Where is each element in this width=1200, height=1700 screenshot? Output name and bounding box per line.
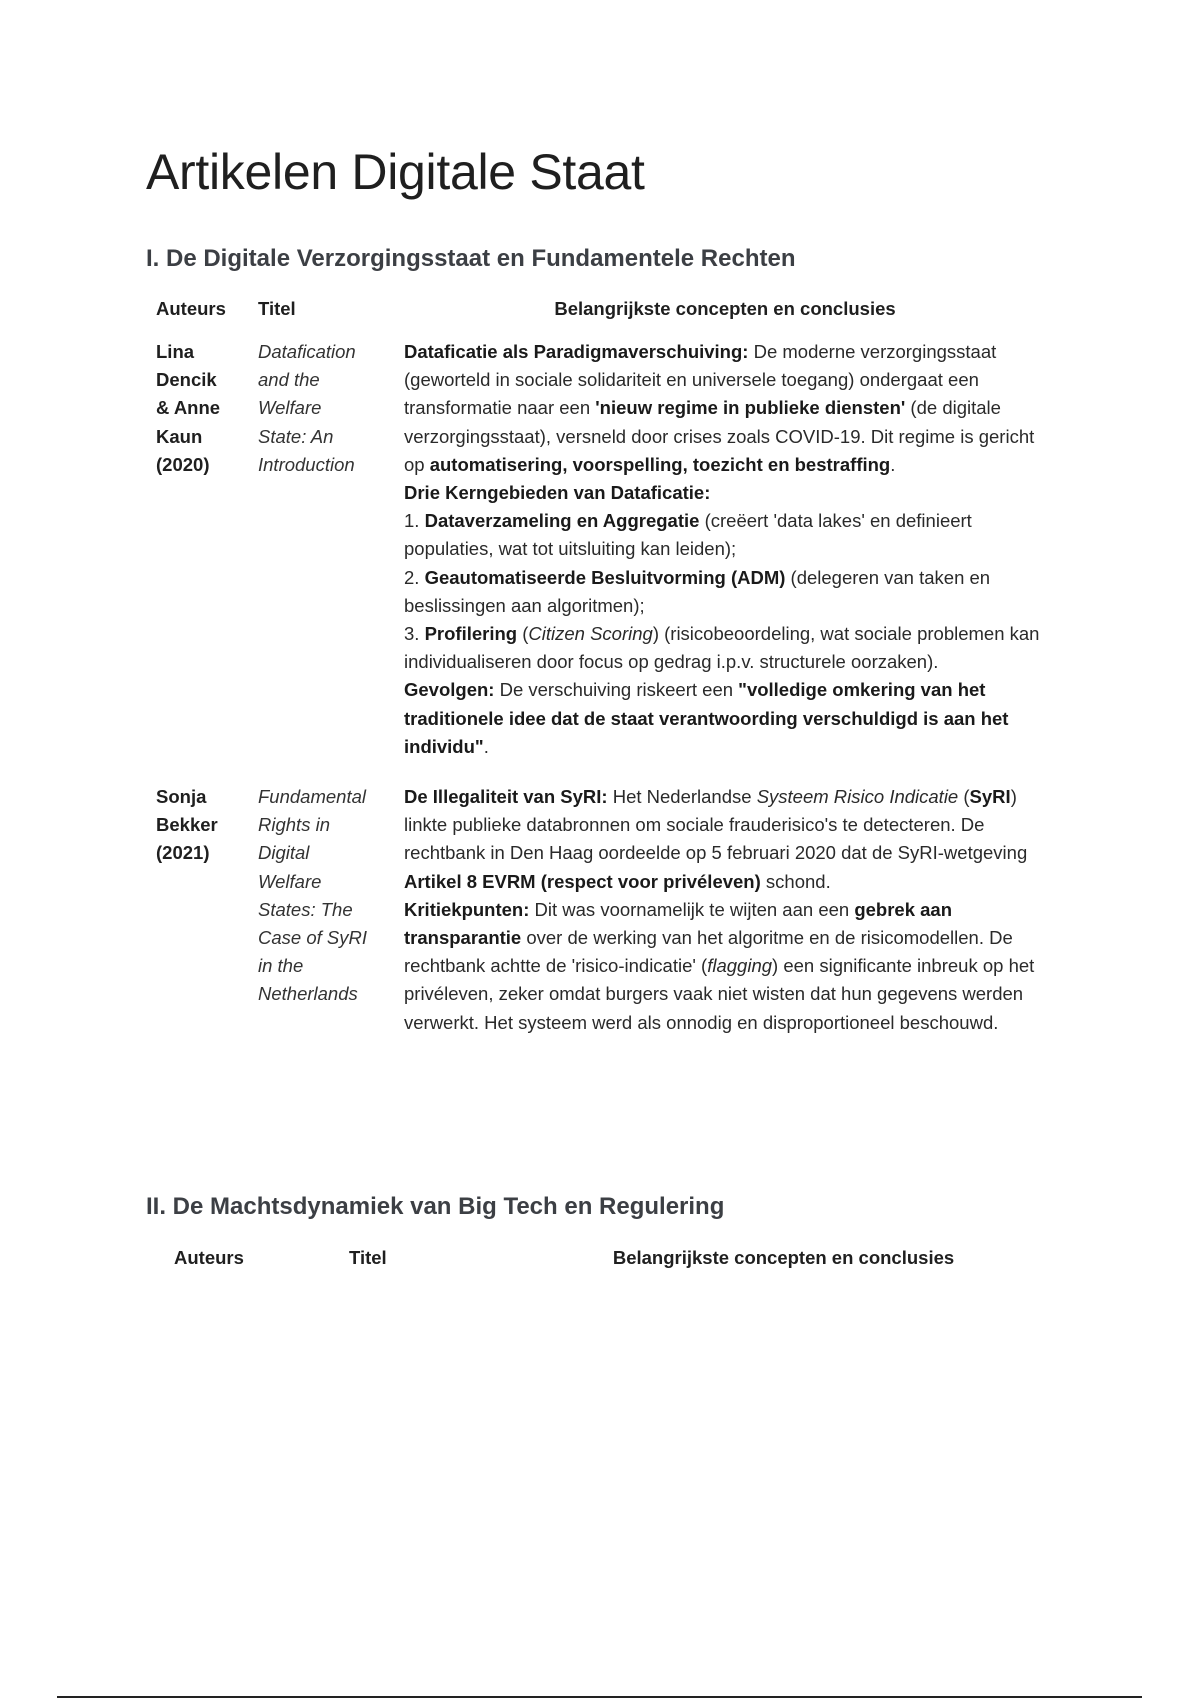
concept-text: ) linkte publieke databronnen om sociale frauderisico's te detecteren. De rechtbank in Den Haag oordeelde op 5 februari 2020 dat de SyRI-wetgeving	[404, 786, 1028, 864]
concept-label: Kritiekpunten:	[404, 898, 530, 920]
concept-label: Dataficatie als Paradigmaverschuiving:	[404, 341, 749, 362]
title-line: States: The	[258, 898, 353, 920]
concept-text: ) (risicobeoordeling, wat sociale problemen kan individualiseren door focus op gedrag i.p.v. structurele oorzaken).	[404, 623, 1040, 673]
column-header-concepts: Belangrijkste concepten en conclusies	[554, 297, 896, 319]
title-line: Introduction	[258, 453, 355, 475]
author-year: (2020)	[156, 453, 210, 475]
list-number: 2.	[404, 566, 425, 588]
concept-text: (creëert 'data lakes' en definieert populaties, wat tot uitsluiting kan leiden);	[404, 510, 972, 560]
title-line: Welfare	[258, 870, 322, 892]
concept-label: Gevolgen:	[404, 679, 495, 701]
author-cell	[146, 326, 248, 771]
concept-text: Het Nederlandse	[607, 786, 757, 808]
concepts-paragraph	[404, 676, 1046, 761]
title-cell	[248, 771, 394, 1047]
column-header-title: Titel	[258, 297, 296, 319]
concepts-paragraph	[404, 338, 1046, 479]
concept-emphasis: Artikel 8 EVRM (respect voor privéleven)	[404, 870, 761, 892]
concepts-list-item	[404, 507, 1046, 563]
title-line: Fundamental	[258, 786, 366, 808]
concept-text: .	[483, 735, 489, 757]
author-line: & Anne	[156, 397, 221, 419]
concept-emphasis: automatisering, voorspelling, toezicht en bestraffing	[429, 453, 891, 475]
concept-label: Drie Kerngebieden van Dataficatie:	[404, 482, 711, 504]
table-header-row	[146, 1241, 1046, 1275]
concept-text: De verschuiving riskeert een	[494, 679, 739, 701]
title-line: Rights in	[258, 814, 330, 836]
concept-text: .	[890, 453, 896, 475]
concept-text: schond.	[760, 870, 831, 892]
column-header-authors: Auteurs	[174, 1246, 244, 1268]
column-header-title: Titel	[349, 1246, 387, 1268]
title-cell	[248, 326, 394, 771]
concepts-paragraph	[404, 896, 1046, 1037]
section-heading-2: II. De Machtsdynamiek van Big Tech en Regulering	[146, 1193, 725, 1220]
author-cell	[146, 771, 248, 1047]
title-line: and the	[258, 369, 320, 391]
page-bottom-rule	[57, 1696, 1142, 1698]
page-title: Artikelen Digitale Staat	[146, 144, 645, 200]
concept-text: (	[517, 623, 529, 645]
concept-text: De moderne verzorgingsstaat (geworteld in sociale solidariteit en universele toegang) ondergaat een transformatie naar een	[404, 341, 997, 419]
concepts-list-item	[404, 620, 1046, 676]
concepts-list-item	[404, 564, 1046, 620]
concept-emphasis: SyRI	[969, 786, 1011, 808]
table-row	[146, 326, 1046, 771]
concept-text: (de digitale verzorgingsstaat), versneld door crises zoals COVID-19. Dit regime is gericht op	[404, 397, 1035, 475]
title-line: Digital	[258, 842, 310, 864]
concept-text: over de werking van het algoritme en de risicomodellen. De rechtbank achtte de 'risico-indicatie' (	[404, 927, 1013, 977]
column-header-concepts: Belangrijkste concepten en conclusies	[612, 1246, 955, 1268]
table-row	[146, 771, 1046, 1047]
concept-term: Systeem Risico Indicatie	[756, 786, 959, 808]
title-line: in the	[258, 955, 304, 977]
title-line: State: An	[258, 425, 334, 447]
concept-term: Citizen Scoring	[528, 623, 653, 645]
table-header-row	[146, 292, 1046, 326]
concept-text: ) een significante inbreuk op het privéleven, zeker omdat burgers vaak niet wisten dat hun gegevens werden verwerkt. Het systeem werd als onnodig en disproportioneel beschouwd.	[404, 955, 1035, 1033]
concept-text: (	[958, 786, 970, 808]
author-line: Kaun	[156, 425, 203, 447]
concept-emphasis: 'nieuw regime in publieke diensten'	[595, 397, 906, 419]
author-line: Sonja	[156, 786, 207, 808]
concept-text: Dit was voornamelijk te wijten aan een	[529, 898, 855, 920]
section-heading-1: I. De Digitale Verzorgingsstaat en Fundamentele Rechten	[146, 245, 796, 272]
author-line: Dencik	[156, 369, 217, 391]
concepts-paragraph	[404, 479, 1046, 507]
author-line: Bekker	[156, 814, 218, 836]
concept-emphasis: "volledige omkering van het traditionele idee dat de staat verantwoording verschuldigd is aan het individu"	[404, 679, 1009, 757]
concepts-paragraph	[404, 783, 1046, 896]
concept-text: (delegeren van taken en beslissingen aan algoritmen);	[404, 566, 991, 616]
title-line: Datafication	[258, 341, 356, 362]
concept-emphasis: gebrek aan transparantie	[404, 898, 953, 949]
list-number: 3.	[404, 623, 425, 645]
concepts-cell	[394, 326, 1046, 771]
concept-emphasis: Dataverzameling en Aggregatie	[424, 510, 700, 532]
articles-table-2	[146, 1241, 1046, 1275]
concept-label: De Illegaliteit van SyRI:	[404, 786, 608, 808]
concept-term: flagging	[707, 955, 773, 977]
column-header-authors: Auteurs	[156, 297, 226, 319]
concepts-cell	[394, 771, 1046, 1047]
title-line: Case of SyRI	[258, 927, 367, 949]
title-line: Netherlands	[258, 983, 358, 1005]
concept-emphasis: Profilering	[424, 623, 518, 645]
list-number: 1.	[404, 510, 425, 532]
author-year: (2021)	[156, 842, 210, 864]
articles-table-1	[146, 292, 1046, 1047]
author-line: Lina	[156, 341, 195, 362]
title-line: Welfare	[258, 397, 322, 419]
concept-emphasis: Geautomatiseerde Besluitvorming (ADM)	[424, 566, 786, 588]
